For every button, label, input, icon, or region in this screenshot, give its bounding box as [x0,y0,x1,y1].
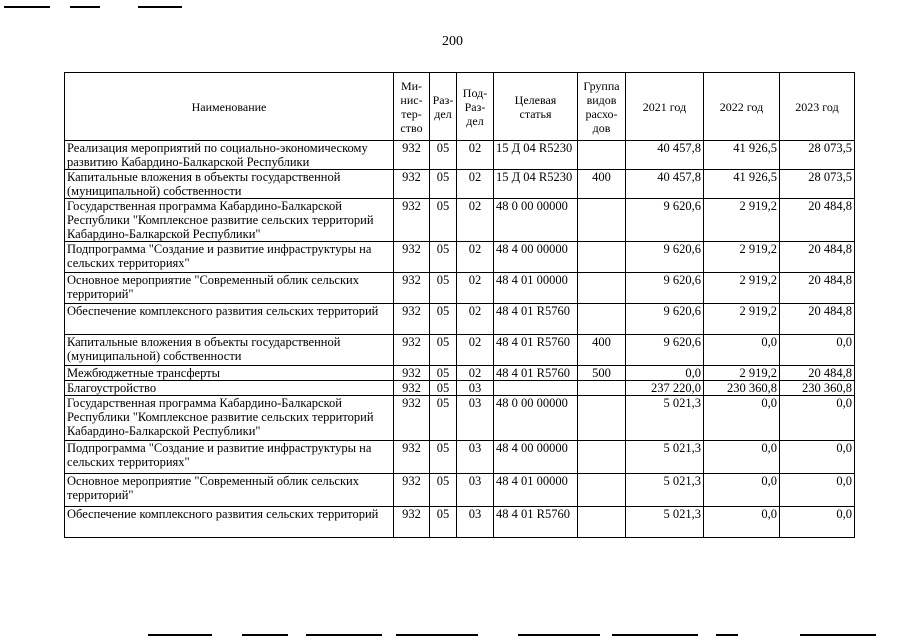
cell-section: 05 [430,335,457,366]
cell-2023: 0,0 [780,335,855,366]
cell-group [578,474,626,507]
header-section: Раз- дел [430,73,457,141]
header-2023: 2023 год [780,73,855,141]
budget-table [64,72,855,538]
cell-2023: 20 484,8 [780,273,855,304]
cell-section: 05 [430,396,457,441]
table-row [65,335,855,366]
cell-2021: 5 021,3 [626,507,704,538]
cell-ministry: 932 [394,170,430,199]
cell-section: 05 [430,381,457,396]
cell-subsection: 03 [457,396,494,441]
cell-name: Межбюджетные трансферты [65,366,394,381]
cell-ministry: 932 [394,396,430,441]
cell-section: 05 [430,441,457,474]
cell-subsection: 03 [457,441,494,474]
table-row [65,441,855,474]
cell-2022: 2 919,2 [704,242,780,273]
table-row [65,304,855,335]
cell-group [578,381,626,396]
cell-2023: 230 360,8 [780,381,855,396]
cell-2023: 20 484,8 [780,366,855,381]
cell-name: Государственная программа Кабардино-Балкарской Республики "Комплексное развитие сельских территорий Кабардино-Балкарской Республики" [65,199,394,242]
table-row [65,396,855,441]
bottom-rule [306,634,382,636]
cell-ministry: 932 [394,242,430,273]
cell-2021: 9 620,6 [626,335,704,366]
cell-subsection: 02 [457,170,494,199]
bottom-rule [518,634,600,636]
cell-section: 05 [430,199,457,242]
cell-ministry: 932 [394,474,430,507]
cell-ministry: 932 [394,381,430,396]
cell-ministry: 932 [394,335,430,366]
table-row [65,199,855,242]
cell-section: 05 [430,474,457,507]
cell-2022: 0,0 [704,335,780,366]
cell-2021: 9 620,6 [626,242,704,273]
cell-group [578,242,626,273]
cell-name: Подпрограмма "Создание и развитие инфраструктуры на сельских территориях" [65,242,394,273]
cell-target: 48 4 01 R5760 [494,507,578,538]
bottom-rule [242,634,288,636]
cell-2021: 5 021,3 [626,441,704,474]
cell-2023: 28 073,5 [780,141,855,170]
cell-subsection: 02 [457,304,494,335]
cell-ministry: 932 [394,199,430,242]
cell-target: 48 4 00 00000 [494,441,578,474]
cell-target: 48 4 01 R5760 [494,304,578,335]
cell-section: 05 [430,507,457,538]
cell-subsection: 02 [457,199,494,242]
cell-target: 48 0 00 00000 [494,199,578,242]
cell-group [578,396,626,441]
cell-name: Благоустройство [65,381,394,396]
cell-2023: 0,0 [780,441,855,474]
cell-group [578,273,626,304]
cell-group: 400 [578,170,626,199]
cell-subsection: 03 [457,507,494,538]
header-target: Целевая статья [494,73,578,141]
cell-section: 05 [430,141,457,170]
cell-subsection: 03 [457,474,494,507]
cell-2021: 5 021,3 [626,396,704,441]
cell-section: 05 [430,170,457,199]
cell-section: 05 [430,273,457,304]
cell-2023: 28 073,5 [780,170,855,199]
cell-group [578,507,626,538]
cell-subsection: 03 [457,381,494,396]
top-rule [70,6,100,8]
cell-subsection: 02 [457,141,494,170]
bottom-rule [148,634,212,636]
cell-target: 48 4 01 R5760 [494,366,578,381]
top-rule [138,6,182,8]
cell-2021: 9 620,6 [626,273,704,304]
cell-2023: 0,0 [780,507,855,538]
cell-group: 400 [578,335,626,366]
bottom-rule [800,634,876,636]
cell-target: 48 4 00 00000 [494,242,578,273]
header-ministry: Ми- нис- тер- ство [394,73,430,141]
cell-name: Обеспечение комплексного развития сельских территорий [65,507,394,538]
cell-name: Государственная программа Кабардино-Балкарской Республики "Комплексное развитие сельских территорий Кабардино-Балкарской Республики" [65,396,394,441]
cell-2021: 40 457,8 [626,141,704,170]
cell-2023: 20 484,8 [780,304,855,335]
cell-subsection: 02 [457,273,494,304]
cell-2022: 2 919,2 [704,366,780,381]
header-2022: 2022 год [704,73,780,141]
table-row [65,170,855,199]
cell-name: Подпрограмма "Создание и развитие инфраструктуры на сельских территориях" [65,441,394,474]
cell-ministry: 932 [394,507,430,538]
cell-name: Основное мероприятие "Современный облик сельских территорий" [65,273,394,304]
cell-2022: 0,0 [704,396,780,441]
cell-2022: 41 926,5 [704,141,780,170]
cell-2022: 2 919,2 [704,304,780,335]
cell-subsection: 02 [457,366,494,381]
table-header-row [65,73,855,141]
cell-group [578,441,626,474]
cell-ministry: 932 [394,366,430,381]
cell-name: Реализация мероприятий по социально-экономическому развитию Кабардино-Балкарской Республики [65,141,394,170]
cell-name: Обеспечение комплексного развития сельских территорий [65,304,394,335]
cell-target: 15 Д 04 R5230 [494,170,578,199]
cell-subsection: 02 [457,335,494,366]
cell-2023: 0,0 [780,396,855,441]
cell-group [578,141,626,170]
cell-target: 48 4 01 R5760 [494,335,578,366]
cell-2022: 2 919,2 [704,273,780,304]
cell-name: Капитальные вложения в объекты государственной (муниципальной) собственности [65,335,394,366]
page-number: 200 [442,34,463,49]
header-2021: 2021 год [626,73,704,141]
cell-2021: 5 021,3 [626,474,704,507]
cell-section: 05 [430,366,457,381]
cell-2022: 230 360,8 [704,381,780,396]
cell-2022: 0,0 [704,441,780,474]
table-row [65,141,855,170]
cell-2023: 20 484,8 [780,199,855,242]
cell-target: 15 Д 04 R5230 [494,141,578,170]
table-row [65,366,855,381]
cell-name: Основное мероприятие "Современный облик сельских территорий" [65,474,394,507]
cell-group [578,199,626,242]
cell-target [494,381,578,396]
header-group: Группа видов расхо- дов [578,73,626,141]
bottom-rule [612,634,698,636]
header-name: Наименование [65,73,394,141]
cell-2021: 0,0 [626,366,704,381]
cell-2021: 40 457,8 [626,170,704,199]
cell-2023: 20 484,8 [780,242,855,273]
cell-2022: 0,0 [704,474,780,507]
cell-2022: 41 926,5 [704,170,780,199]
cell-2022: 2 919,2 [704,199,780,242]
bottom-rule [716,634,738,636]
cell-2021: 9 620,6 [626,304,704,335]
cell-target: 48 4 01 00000 [494,474,578,507]
cell-group [578,304,626,335]
top-rule [4,6,50,8]
cell-target: 48 0 00 00000 [494,396,578,441]
bottom-rule [396,634,478,636]
table-row [65,474,855,507]
cell-group: 500 [578,366,626,381]
cell-section: 05 [430,242,457,273]
cell-target: 48 4 01 00000 [494,273,578,304]
table-row [65,273,855,304]
cell-ministry: 932 [394,304,430,335]
cell-subsection: 02 [457,242,494,273]
cell-2021: 9 620,6 [626,199,704,242]
table-row [65,507,855,538]
cell-2023: 0,0 [780,474,855,507]
header-subsection: Под- Раз- дел [457,73,494,141]
cell-ministry: 932 [394,273,430,304]
cell-2022: 0,0 [704,507,780,538]
cell-name: Капитальные вложения в объекты государственной (муниципальной) собственности [65,170,394,199]
cell-section: 05 [430,304,457,335]
cell-ministry: 932 [394,441,430,474]
table-row [65,381,855,396]
cell-2021: 237 220,0 [626,381,704,396]
cell-ministry: 932 [394,141,430,170]
table-row [65,242,855,273]
